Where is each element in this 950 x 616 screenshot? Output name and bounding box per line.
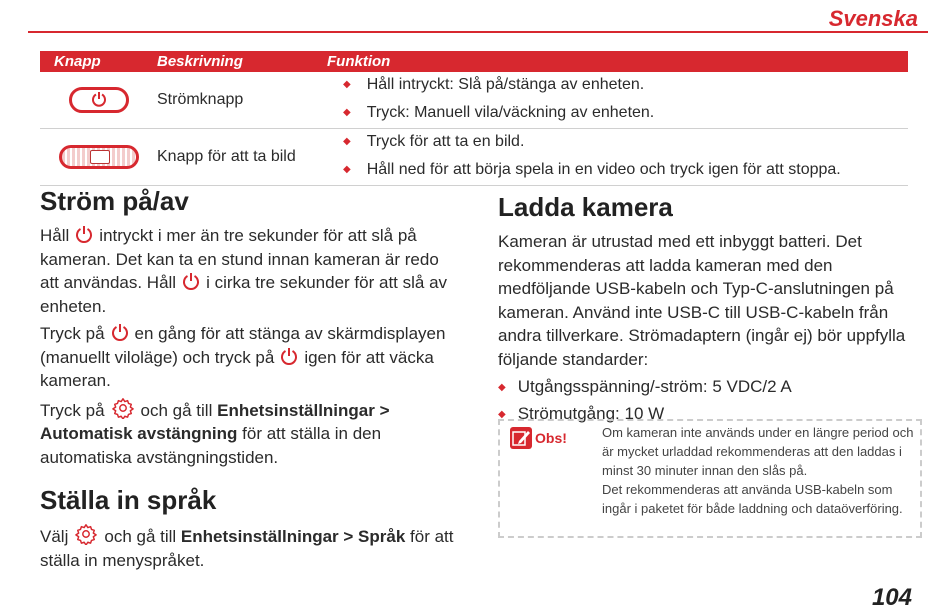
menu-path: Enhetsinställningar > Språk	[180, 527, 406, 546]
language-paragraph	[40, 523, 460, 572]
power-paragraph-1	[40, 224, 460, 318]
power-title: Ström på/av	[40, 186, 189, 216]
header-button: Knapp	[40, 51, 157, 72]
note-line: Om kameran inte används under en längre period och är mycket urladdad rekommenderas att den laddas i minst 30 minuter innan den slås på.	[602, 425, 914, 478]
text: Tryck på	[40, 324, 105, 343]
gear-icon	[74, 523, 98, 545]
text: intryckt i mer än tre sekunder för att slå på kameran. Det kan ta en stund innan kameran är redo att användas. Håll	[40, 226, 439, 292]
power-icon	[182, 272, 200, 291]
text: för att ställa in menyspråket.	[40, 527, 454, 570]
list-item: ◆ Strömutgång: 10 W	[498, 402, 923, 429]
table-header-row	[40, 51, 908, 72]
note-label: Obs!	[535, 429, 567, 446]
text: en gång för att stänga av skärmdisplayen (manuellt viloläge) och tryck på	[40, 324, 446, 367]
list-item: ◆ Utgångsspänning/-ström: 5 VDC/2 A	[498, 375, 923, 402]
power-icon	[111, 323, 129, 342]
function-item: ◆ Tryck för att ta en bild.	[327, 129, 908, 157]
gear-icon	[111, 397, 135, 419]
note-text	[602, 423, 917, 518]
function-item: ◆ Håll intryckt: Slå på/stänga av enheten.	[327, 72, 908, 100]
right-column	[498, 190, 923, 428]
menu-path: Enhetsinställningar > Automatisk avstängning	[40, 400, 390, 443]
page-number: 104	[871, 584, 912, 611]
text: igen för att väcka kameran.	[40, 347, 434, 390]
power-paragraph-3	[40, 397, 460, 470]
power-icon	[280, 347, 298, 366]
function-item: ◆ Tryck: Manuell vila/väckning av enheten.	[327, 100, 908, 128]
table-cell-description: Knapp för att ta bild	[157, 129, 327, 186]
header-description: Beskrivning	[157, 51, 327, 72]
note-line: Det rekommenderas att använda USB-kabeln som ingår i paketet för både laddning och dataöverföring.	[602, 482, 903, 516]
function-item: ◆ Håll ned för att börja spela in en video och tryck igen för att stoppa.	[327, 157, 908, 185]
language-header: Svenska	[828, 6, 918, 31]
capture-button-icon	[59, 145, 139, 169]
table-cell-function	[327, 72, 908, 129]
text: och gå till	[104, 527, 177, 546]
text: i cirka tre sekunder för att slå av enheten.	[40, 273, 448, 316]
note-badge	[510, 427, 567, 449]
power-button-cell	[40, 72, 157, 129]
language-title: Ställa in språk	[40, 485, 217, 515]
table-row	[40, 72, 908, 129]
header-function: Funktion	[327, 51, 908, 72]
power-icon	[75, 225, 93, 244]
table-row	[40, 129, 908, 186]
charge-paragraph: Kameran är utrustad med ett inbyggt batteri. Det rekommenderas att ladda kameran med den medföljande USB-kabeln och Typ-C-anslutningen på kameran. Använd inte USB-C till USB-C-kabeln från andra tillverkare. Strömadaptern (ingår ej) bör uppfylla följande standarder:	[498, 232, 906, 369]
note-box	[498, 419, 922, 538]
text: och gå till	[140, 400, 213, 420]
power-paragraph-2	[40, 322, 460, 393]
text: Tryck på	[40, 400, 105, 420]
button-table	[40, 51, 908, 186]
capture-button-cell	[40, 129, 157, 186]
table-cell-description: Strömknapp	[157, 72, 327, 129]
note-pen-icon	[510, 427, 532, 449]
power-button-icon	[69, 87, 129, 113]
charge-title: Ladda kamera	[498, 192, 673, 222]
text: Välj	[40, 527, 69, 546]
text: Håll	[40, 226, 70, 245]
header-rule	[28, 31, 928, 33]
camera-icon	[90, 150, 110, 164]
text: för att ställa in den automatiska avstängningstiden.	[40, 424, 382, 467]
left-column	[40, 184, 460, 576]
table-cell-function	[327, 129, 908, 186]
